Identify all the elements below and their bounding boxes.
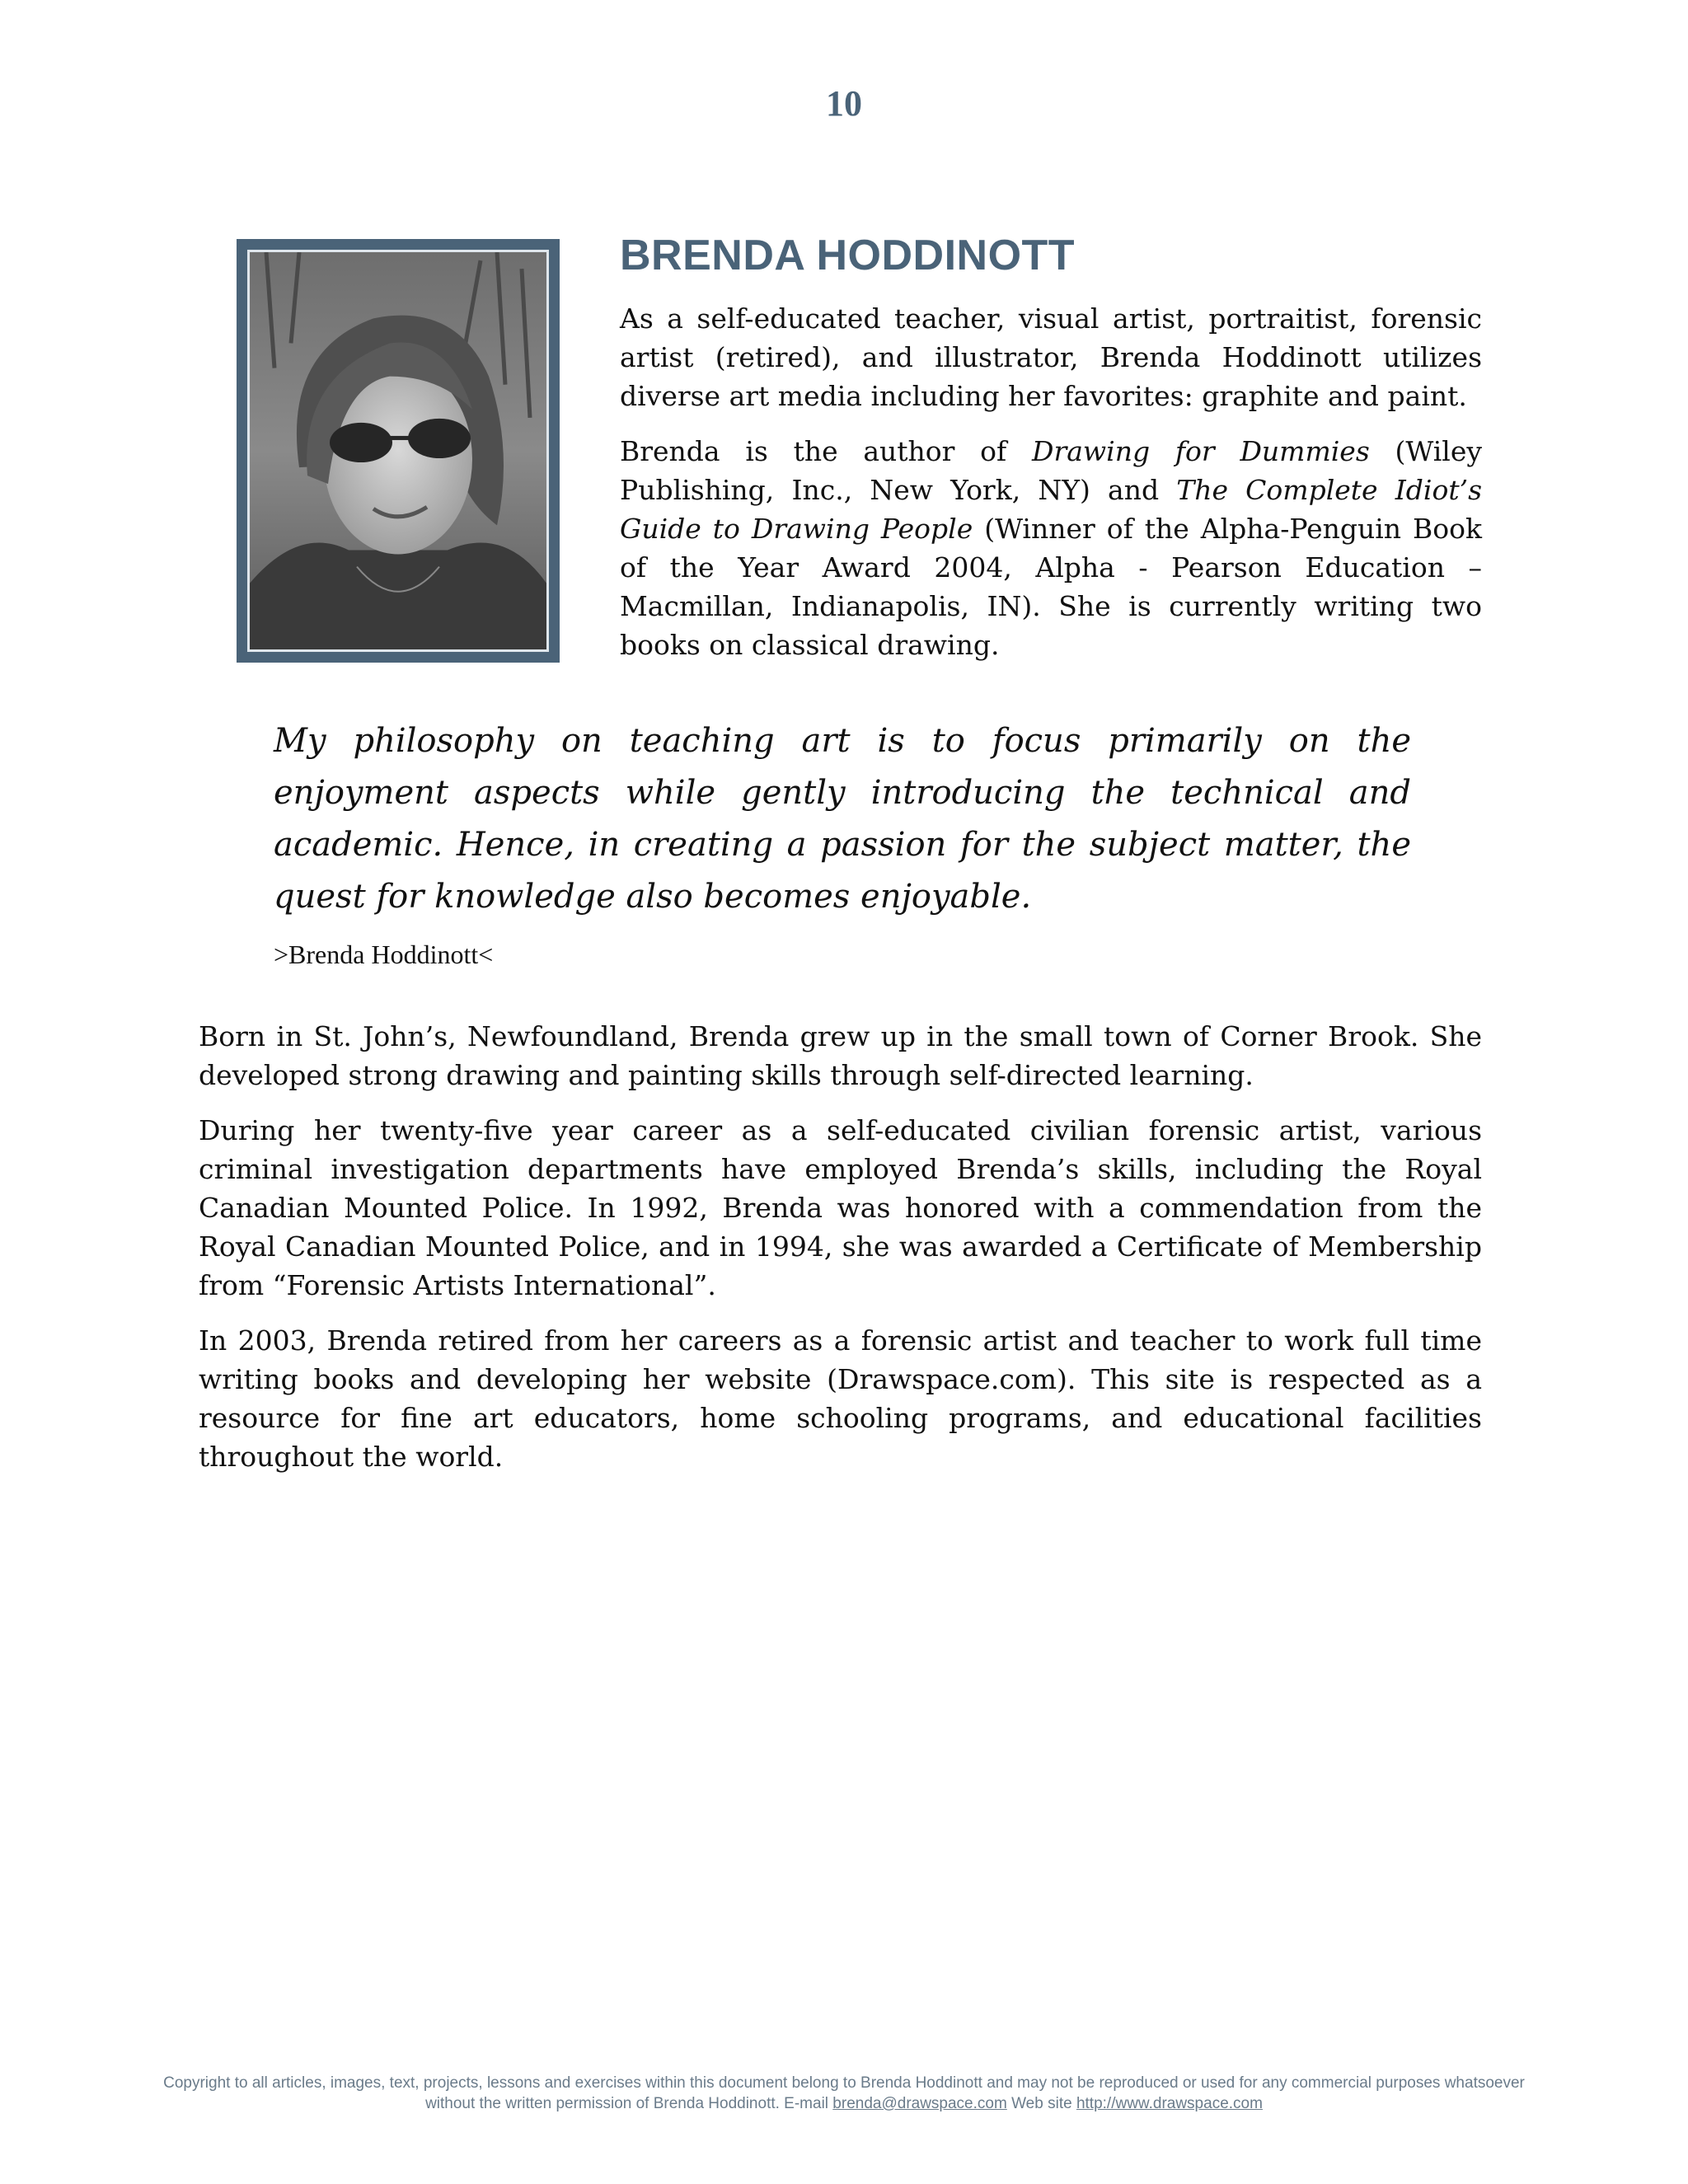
author-photo-frame [237,239,560,663]
body-paragraph-2: During her twenty-five year career as a self-educated civilian forensic artist, various criminal investigation departments have employed Brenda’s skills, including the Royal Canadian Mounted Police. In 1992, Brenda was honored with a commendation from the Royal Canadian Mounted Police, and in 1994, she was awarded a Certificate of Membership from “Forensic Artists International”. [199,1114,1482,1301]
page-number: 10 [826,83,862,124]
intro-text-2: (Wiley Publishing, Inc., New York, NY) and [620,435,1482,506]
bio-intro [620,299,1482,681]
intro-text-3: (Winner of the Alpha-Penguin Book of the Year Award 2004, Alpha - Pearson Education – Macmillan, Indianapolis, IN). She is currently writing two books on classical drawing. [620,513,1482,661]
author-photo [247,250,549,652]
copyright-footer [0,2073,1688,2114]
footer-line-2 [0,2093,1688,2114]
author-portrait-image [250,252,546,649]
email-link[interactable]: brenda@drawspace.com [832,2095,1007,2112]
footer-line-1: Copyright to all articles, images, text, projects, lessons and exercises within this document belong to Brenda Hoddinott and may not be reproduced or used for any commercial purposes whatsoever [163,2074,1525,2092]
quote-author: >Brenda Hoddinott< [274,940,494,969]
intro-paragraph-2 [620,432,1482,664]
bio-title: BRENDA HODDINOTT [620,232,1076,279]
footer-text-mid: Web site [1006,2095,1076,2112]
website-link[interactable]: http://www.drawspace.com [1076,2095,1263,2112]
body-paragraph-1: Born in St. John’s, Newfoundland, Brenda grew up in the small town of Corner Brook. She developed strong drawing and painting skills through self-directed learning. [199,1020,1482,1091]
footer-text-prefix: without the written permission of Brenda Hoddinott. E-mail [425,2095,833,2112]
intro-paragraph-1: As a self-educated teacher, visual artist, portraitist, forensic artist (retired), and illustrator, Brenda Hoddinott utilizes diverse art media including her favorites: graphite and paint. [620,302,1482,412]
quote-text: My philosophy on teaching art is to focus primarily on the enjoyment aspects while gently introducing the technical and academic. Hence, in creating a passion for the subject matter, the quest for knowledge also becomes enjoyable. [274,722,1411,916]
body-paragraph-3: In 2003, Brenda retired from her careers as a forensic artist and teacher to work full time writing books and developing her website (Drawspace.com). This site is respected as a resource for fine art educators, home schooling programs, and educational facilities throughout the world. [199,1324,1482,1473]
philosophy-quote [274,715,1411,970]
book-title-1: Drawing for Dummies [1032,435,1370,467]
intro-text-1: Brenda is the author of [620,435,1033,467]
book-title-2: The Complete Idiot’s Guide to Drawing People [620,474,1482,545]
biography-body [199,1017,1482,1493]
